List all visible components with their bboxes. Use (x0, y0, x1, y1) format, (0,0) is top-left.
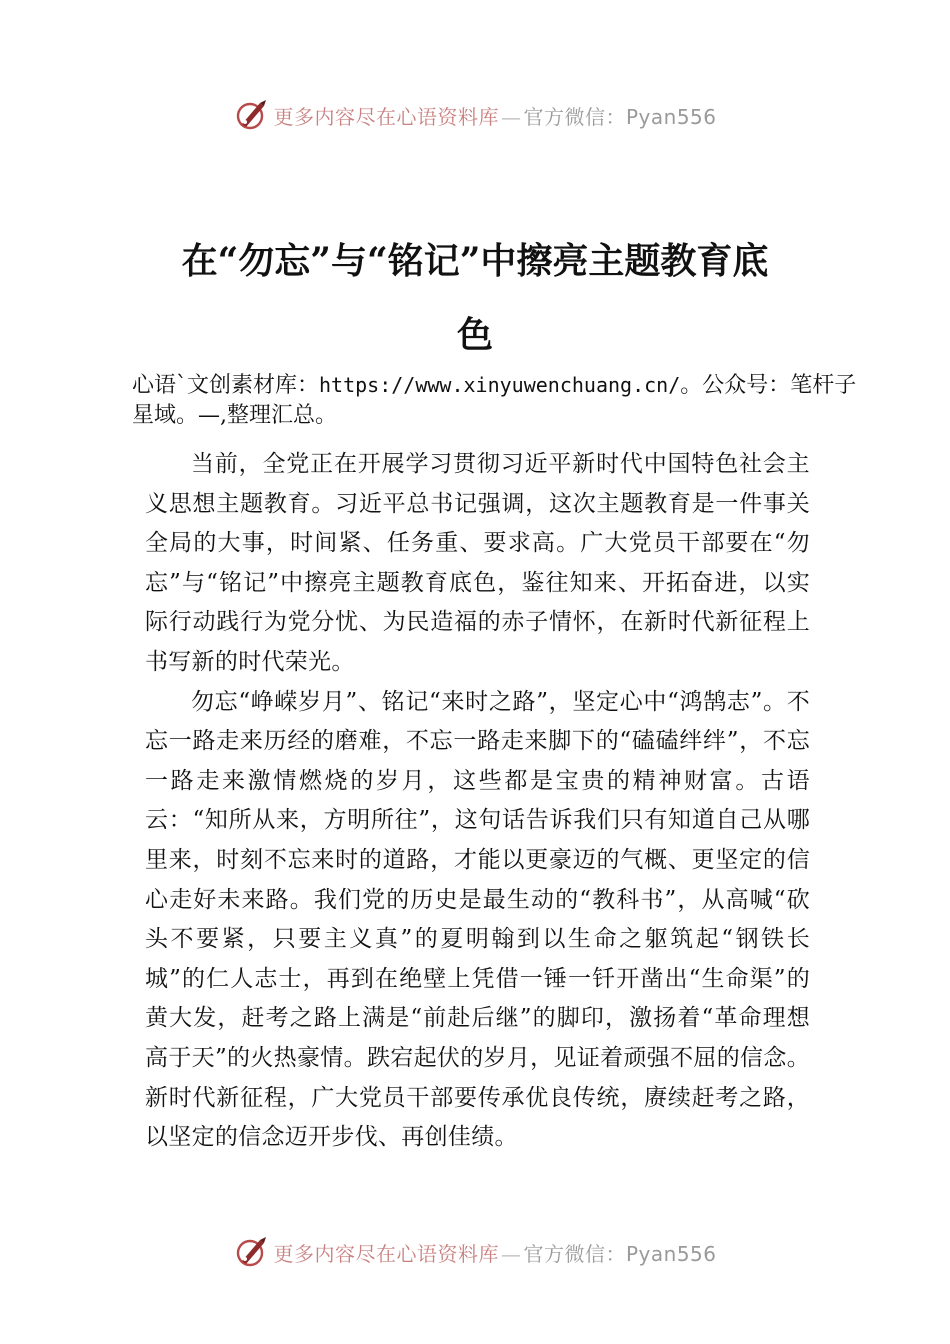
pen-nib-logo-icon (233, 97, 269, 133)
footer-brand-main: 更多内容尽在心语资料库 (273, 1241, 499, 1266)
header-watermark (0, 95, 950, 135)
pen-nib-logo-icon (233, 1234, 269, 1270)
title-line-2: 色 (456, 314, 493, 357)
footer-wechat-id: Pyan556 (625, 1241, 717, 1266)
body-paragraph-1: 当前，全党正在开展学习贯彻习近平新时代中国特色社会主义思想主题教育。习近平总书记强调，这次主题教育是一件事关全局的大事，时间紧、任务重、要求高。广大党员干部要在“勿忘”与“铭记”中擦亮主题教育底色，鉴往知来、开拓奋进，以实际行动践行为党分忧、为民造福的赤子情怀，在新时代新征程上书写新的时代荣光。 (145, 451, 810, 675)
body-paragraph-2: 勿忘“峥嵘岁月”、铭记“来时之路”，坚定心中“鸿鹄志”。不忘一路走来历经的磨难，不忘一路走来脚下的“磕磕绊绊”，不忘一路走来激情燃烧的岁月，这些都是宝贵的精神财富。古语云：“知所从来，方明所往”，这句话告诉我们只有知道自己从哪里来，时刻不忘来时的道路，才能以更豪迈的气概、更坚定的信心走好未来路。我们党的历史是最生动的“教科书”，从高喊“砍头不要紧，只要主义真”的夏明翰到以生命之躯筑起“钢铁长城”的仁人志士，再到在绝壁上凭借一锤一钎开凿出“生命渠”的黄大发，赶考之路上满是“前赴后继”的脚印，激扬着“革命理想高于天”的火热豪情。跌宕起伏的岁月，见证着顽强不屈的信念。新时代新征程，广大党员干部要传承优良传统，赓续赶考之路，以坚定的信念迈开步伐、再创佳绩。 (145, 688, 810, 1151)
header-brand-main: 更多内容尽在心语资料库 (273, 104, 499, 129)
footer-brand-official: 官方微信： (523, 1241, 626, 1266)
header-separator: — (500, 104, 522, 129)
footer-brand-text (273, 1238, 716, 1267)
footer-watermark (0, 1232, 950, 1272)
title-line-1: 在“勿忘”与“铭记”中擦亮主题教育底 (181, 240, 769, 283)
header-brand-text (273, 101, 716, 130)
document-title (140, 224, 810, 372)
document-body (145, 445, 810, 1158)
footer-separator: — (500, 1241, 522, 1266)
source-note (132, 370, 867, 431)
header-brand-official: 官方微信： (523, 104, 626, 129)
source-prefix: 心语`文创素材库： (132, 373, 320, 398)
header-wechat-id: Pyan556 (625, 104, 717, 129)
source-url: https://www.xinyuwenchuang.cn/ (319, 373, 681, 397)
source-suffix: 。公众号：笔杆子星域。—,整理汇总。 (132, 373, 857, 428)
